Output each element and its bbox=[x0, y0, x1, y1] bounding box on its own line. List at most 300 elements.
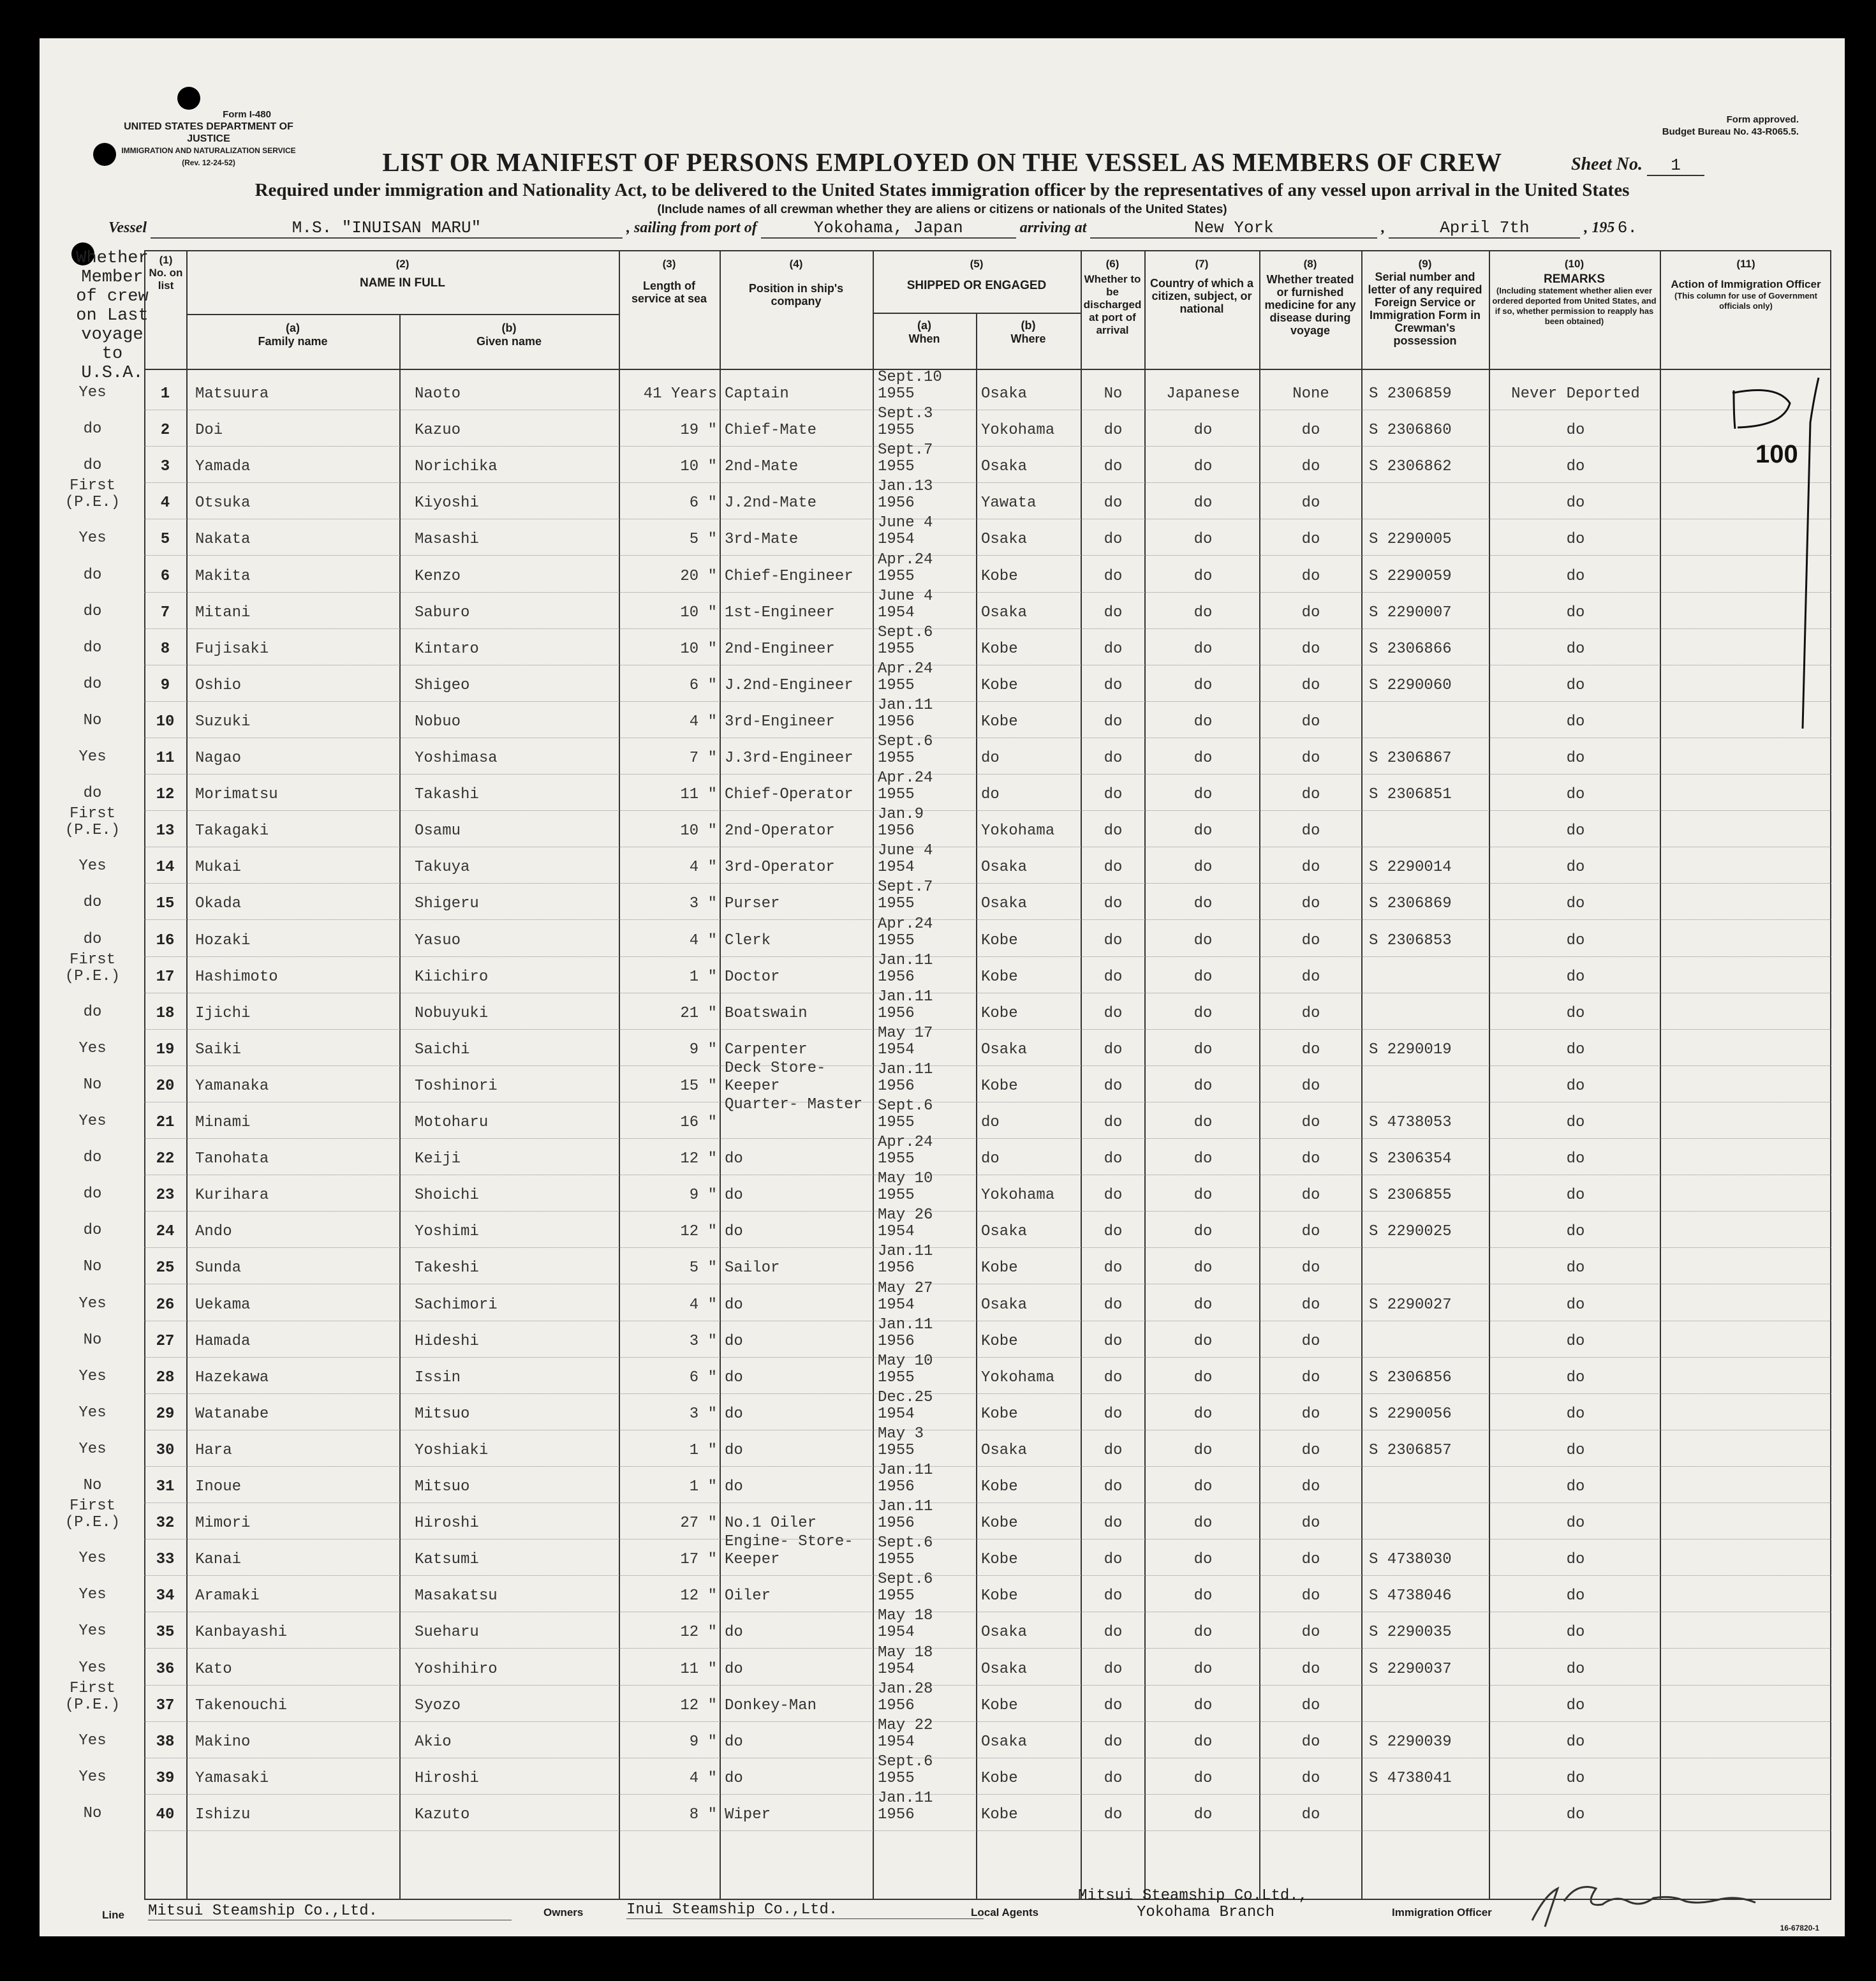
given-name: Yoshiaki bbox=[415, 1441, 489, 1459]
medicine: do bbox=[1301, 1806, 1320, 1823]
table-row bbox=[83, 1316, 1831, 1358]
family-name: Kanai bbox=[195, 1551, 242, 1569]
shipped-date: Jan.11 bbox=[878, 1789, 933, 1807]
serial-number: S 2290027 bbox=[1369, 1296, 1452, 1314]
medicine: do bbox=[1301, 895, 1320, 913]
given-name: Kiyoshi bbox=[415, 494, 479, 512]
family-name: Tanohata bbox=[195, 1150, 269, 1168]
shipped-year: 1955 bbox=[878, 931, 915, 949]
shipped-where: Kobe bbox=[981, 713, 1018, 731]
col2a-header bbox=[186, 322, 399, 348]
shipped-date: Apr.24 bbox=[878, 1134, 933, 1152]
list-number: 31 bbox=[156, 1478, 175, 1495]
family-name: Mimori bbox=[195, 1515, 251, 1532]
vessel-name: M.S. "INUISAN MARU" bbox=[151, 218, 623, 239]
serial-number: S 2290035 bbox=[1369, 1624, 1452, 1642]
service-length: 12 " bbox=[680, 1150, 717, 1168]
service-length: 4 " bbox=[689, 1769, 717, 1787]
shipped-where: Kobe bbox=[981, 1769, 1018, 1787]
shipped-where: do bbox=[981, 750, 1000, 767]
country: do bbox=[1193, 931, 1213, 949]
shipped-where: Osaka bbox=[981, 859, 1028, 877]
punch-hole-1 bbox=[177, 87, 200, 110]
discharged: do bbox=[1104, 458, 1123, 476]
given-name: Shoichi bbox=[415, 1187, 479, 1205]
family-name: Nakata bbox=[195, 531, 251, 549]
table-row bbox=[78, 733, 1831, 775]
service-length: 10 " bbox=[680, 640, 717, 658]
last-voyage-status: do bbox=[83, 639, 102, 657]
col10-label: REMARKS bbox=[1543, 272, 1606, 286]
remarks: do bbox=[1566, 1696, 1585, 1714]
shipped-date: Jan.11 bbox=[878, 1462, 933, 1479]
shipped-date: Jan.11 bbox=[878, 1060, 933, 1078]
table-row bbox=[78, 1533, 1831, 1576]
print-code: 16-67820-1 bbox=[1780, 1924, 1819, 1933]
list-number: 7 bbox=[160, 604, 170, 621]
remarks: do bbox=[1566, 1369, 1585, 1386]
family-name: Kato bbox=[195, 1660, 232, 1678]
serial-number: S 2290039 bbox=[1369, 1733, 1452, 1751]
manifest-footer bbox=[40, 1887, 1845, 1927]
serial-number: S 2290059 bbox=[1369, 567, 1452, 585]
list-number: 28 bbox=[156, 1369, 175, 1386]
list-number: 32 bbox=[156, 1515, 175, 1532]
table-row bbox=[78, 1716, 1831, 1758]
col10-num: (10) bbox=[1564, 258, 1584, 270]
position: Donkey-Man bbox=[725, 1696, 817, 1714]
last-voyage-header: Whether Member of crew on Last voyage to U.S.A. bbox=[76, 249, 149, 383]
position: do bbox=[725, 1369, 743, 1386]
shipped-where: Kobe bbox=[981, 931, 1018, 949]
shipped-where: Kobe bbox=[981, 1551, 1018, 1569]
shipped-where: Kobe bbox=[981, 1259, 1018, 1277]
discharged: No bbox=[1104, 385, 1123, 403]
list-number: 37 bbox=[156, 1696, 175, 1714]
serial-number: S 2306860 bbox=[1369, 422, 1452, 440]
officer-label: Immigration Officer bbox=[1392, 1906, 1492, 1918]
given-name: Takeshi bbox=[415, 1259, 479, 1277]
medicine: do bbox=[1301, 1587, 1320, 1605]
shipped-year: 1955 bbox=[878, 895, 915, 913]
service-length: 3 " bbox=[689, 1332, 717, 1350]
last-voyage-status: Yes bbox=[78, 530, 107, 547]
last-voyage-status: No bbox=[83, 1804, 102, 1822]
medicine: do bbox=[1301, 859, 1320, 877]
medicine: do bbox=[1301, 1696, 1320, 1714]
remarks: do bbox=[1566, 458, 1585, 476]
table-row bbox=[78, 1643, 1831, 1686]
shipped-year: 1954 bbox=[878, 1296, 915, 1314]
last-voyage-status: First (P.E.) bbox=[64, 477, 121, 512]
discharged: do bbox=[1104, 1696, 1123, 1714]
shipped-where: Osaka bbox=[981, 385, 1028, 403]
discharged: do bbox=[1104, 1296, 1123, 1314]
list-number: 12 bbox=[156, 786, 175, 804]
family-name: Sunda bbox=[195, 1259, 242, 1277]
remarks: do bbox=[1566, 1223, 1585, 1241]
col8-num: (8) bbox=[1303, 258, 1317, 270]
family-name: Yamasaki bbox=[195, 1769, 269, 1787]
given-name: Kazuto bbox=[415, 1806, 470, 1823]
shipped-date: Jan.11 bbox=[878, 951, 933, 969]
shipped-date: Apr.24 bbox=[878, 660, 933, 678]
given-name: Sachimori bbox=[415, 1296, 498, 1314]
given-name: Naoto bbox=[415, 385, 461, 403]
position: do bbox=[725, 1296, 743, 1314]
line-label: Line bbox=[102, 1909, 124, 1921]
family-name: Matsuura bbox=[195, 385, 269, 403]
table-row bbox=[83, 660, 1831, 702]
country: do bbox=[1193, 968, 1213, 986]
family-name: Okada bbox=[195, 895, 242, 913]
table-row bbox=[78, 1753, 1831, 1795]
medicine: do bbox=[1301, 676, 1320, 694]
medicine: None bbox=[1292, 385, 1329, 403]
country: do bbox=[1193, 1004, 1213, 1022]
table-row bbox=[83, 769, 1831, 811]
position: do bbox=[725, 1733, 743, 1751]
list-number: 38 bbox=[156, 1733, 175, 1751]
shipped-year: 1954 bbox=[878, 1660, 915, 1678]
country: do bbox=[1193, 458, 1213, 476]
position: Deck Store-Keeper bbox=[725, 1059, 826, 1095]
serial-number: S 2306853 bbox=[1369, 931, 1452, 949]
given-name: Masashi bbox=[415, 531, 479, 549]
col1-header bbox=[147, 254, 185, 292]
medicine: do bbox=[1301, 604, 1320, 621]
medicine: do bbox=[1301, 1515, 1320, 1532]
medicine: do bbox=[1301, 458, 1320, 476]
col5-label: SHIPPED OR ENGAGED bbox=[906, 279, 1047, 292]
table-row bbox=[83, 587, 1831, 629]
shipped-year: 1956 bbox=[878, 1077, 915, 1095]
year-suffix: 6. bbox=[1617, 218, 1637, 237]
given-name: Mitsuo bbox=[415, 1405, 470, 1423]
last-voyage-status: do bbox=[83, 1185, 102, 1203]
table-row bbox=[83, 988, 1831, 1030]
shipped-year: 1956 bbox=[878, 1478, 915, 1495]
position: Doctor bbox=[725, 968, 780, 986]
country: do bbox=[1193, 895, 1213, 913]
service-length: 4 " bbox=[689, 859, 717, 877]
medicine: do bbox=[1301, 1624, 1320, 1642]
shipped-where: Osaka bbox=[981, 1624, 1028, 1642]
col9-header bbox=[1364, 258, 1486, 347]
last-voyage-status: Yes bbox=[78, 1039, 107, 1057]
discharged: do bbox=[1104, 713, 1123, 731]
shipped-year: 1956 bbox=[878, 1515, 915, 1532]
discharged: do bbox=[1104, 1733, 1123, 1751]
service-length: 41 Years bbox=[643, 385, 717, 403]
table-row bbox=[83, 441, 1831, 483]
given-name: Issin bbox=[415, 1369, 461, 1386]
discharged: do bbox=[1104, 1187, 1123, 1205]
position: do bbox=[725, 1769, 743, 1787]
shipped-year: 1956 bbox=[878, 1696, 915, 1714]
medicine: do bbox=[1301, 531, 1320, 549]
position: Purser bbox=[725, 895, 780, 913]
family-name: Yamada bbox=[195, 458, 251, 476]
given-name: Yoshihiro bbox=[415, 1660, 498, 1678]
owners-label: Owners bbox=[543, 1906, 584, 1918]
table-row bbox=[78, 842, 1831, 884]
given-name: Hiroshi bbox=[415, 1515, 479, 1532]
last-voyage-status: Yes bbox=[78, 1440, 107, 1458]
col7-label: Country of which a citizen, subject, or national bbox=[1150, 277, 1253, 315]
shipped-date: Sept.3 bbox=[878, 405, 933, 423]
shipped-where: Osaka bbox=[981, 1441, 1028, 1459]
last-voyage-status: No bbox=[83, 1477, 102, 1494]
list-number: 15 bbox=[156, 895, 175, 913]
country: do bbox=[1193, 640, 1213, 658]
service-length: 17 " bbox=[680, 1551, 717, 1569]
service-length: 16 " bbox=[680, 1114, 717, 1131]
medicine: do bbox=[1301, 1733, 1320, 1751]
country: do bbox=[1193, 1696, 1213, 1714]
discharged: do bbox=[1104, 1478, 1123, 1495]
service-length: 11 " bbox=[680, 786, 717, 804]
table-row bbox=[78, 1279, 1831, 1321]
table-row bbox=[78, 1388, 1831, 1430]
list-number: 24 bbox=[156, 1223, 175, 1241]
service-length: 12 " bbox=[680, 1696, 717, 1714]
shipped-year: 1955 bbox=[878, 1441, 915, 1459]
list-number: 25 bbox=[156, 1259, 175, 1277]
col3-label: Length of service at sea bbox=[631, 279, 707, 305]
position: do bbox=[725, 1660, 743, 1678]
serial-number: S 2290007 bbox=[1369, 604, 1452, 621]
family-name: Kurihara bbox=[195, 1187, 269, 1205]
shipped-year: 1955 bbox=[878, 1769, 915, 1787]
shipped-date: Sept.7 bbox=[878, 441, 933, 459]
service-name: IMMIGRATION AND NATURALIZATION SERVICE bbox=[121, 146, 296, 155]
shipped-year: 1956 bbox=[878, 1332, 915, 1350]
given-name: Kazuo bbox=[415, 422, 461, 440]
given-name: Kintaro bbox=[415, 640, 479, 658]
family-name: Otsuka bbox=[195, 494, 251, 512]
given-name: Motoharu bbox=[415, 1114, 489, 1131]
col8-header bbox=[1262, 258, 1359, 337]
shipped-where: do bbox=[981, 1150, 1000, 1168]
position: Boatswain bbox=[725, 1004, 808, 1022]
shipped-date: Apr.24 bbox=[878, 915, 933, 933]
discharged: do bbox=[1104, 1223, 1123, 1241]
list-number: 36 bbox=[156, 1660, 175, 1678]
arriving-port: New York bbox=[1090, 218, 1377, 239]
family-name: Ijichi bbox=[195, 1004, 251, 1022]
discharged: do bbox=[1104, 1624, 1123, 1642]
shipped-date: Jan.13 bbox=[878, 478, 933, 496]
remarks: do bbox=[1566, 1733, 1585, 1751]
given-name: Kiichiro bbox=[415, 968, 489, 986]
medicine: do bbox=[1301, 1405, 1320, 1423]
table-row bbox=[83, 405, 1831, 447]
given-name: Katsumi bbox=[415, 1551, 479, 1569]
col2a-label: Family name bbox=[258, 335, 328, 348]
table-row bbox=[83, 1134, 1831, 1175]
shipped-where: Kobe bbox=[981, 1806, 1018, 1823]
service-length: 1 " bbox=[689, 1441, 717, 1459]
shipped-year: 1955 bbox=[878, 385, 915, 403]
shipped-where: Kobe bbox=[981, 1696, 1018, 1714]
given-name: Nobuyuki bbox=[415, 1004, 489, 1022]
position: Chief-Engineer bbox=[725, 567, 853, 585]
vessel-label: Vessel bbox=[108, 219, 147, 236]
last-voyage-status: First (P.E.) bbox=[64, 805, 121, 840]
medicine: do bbox=[1301, 422, 1320, 440]
country: do bbox=[1193, 1441, 1213, 1459]
shipped-year: 1954 bbox=[878, 1223, 915, 1241]
given-name: Hiroshi bbox=[415, 1769, 479, 1787]
country: do bbox=[1193, 1187, 1213, 1205]
shipped-date: Sept.6 bbox=[878, 623, 933, 641]
shipped-year: 1956 bbox=[878, 968, 915, 986]
country: do bbox=[1193, 1769, 1213, 1787]
shipped-year: 1955 bbox=[878, 458, 915, 476]
discharged: do bbox=[1104, 968, 1123, 986]
discharged: do bbox=[1104, 750, 1123, 767]
medicine: do bbox=[1301, 1369, 1320, 1386]
last-voyage-status: do bbox=[83, 1149, 102, 1167]
country: do bbox=[1193, 1660, 1213, 1678]
col10-note: (Including statement whether alien ever ordered deported from United States, and if so, whether permission to reapply has been obtained) bbox=[1492, 286, 1657, 326]
table-row bbox=[83, 1170, 1831, 1212]
family-name: Makino bbox=[195, 1733, 251, 1751]
discharged: do bbox=[1104, 1441, 1123, 1459]
list-number: 16 bbox=[156, 931, 175, 949]
last-voyage-status: do bbox=[83, 457, 102, 475]
col6-num: (6) bbox=[1105, 258, 1119, 270]
department-name: UNITED STATES DEPARTMENT OF JUSTICE bbox=[124, 121, 293, 144]
arriving-label: arriving at bbox=[1019, 219, 1087, 236]
medicine: do bbox=[1301, 1332, 1320, 1350]
country: do bbox=[1193, 1551, 1213, 1569]
position: do bbox=[725, 1478, 743, 1495]
shipped-date: May 10 bbox=[878, 1170, 933, 1188]
discharged: do bbox=[1104, 676, 1123, 694]
list-number: 22 bbox=[156, 1150, 175, 1168]
family-name: Morimatsu bbox=[195, 786, 278, 804]
remarks: do bbox=[1566, 1405, 1585, 1423]
list-number: 11 bbox=[156, 750, 175, 767]
service-length: 4 " bbox=[689, 931, 717, 949]
position: Chief-Mate bbox=[725, 422, 817, 440]
position: 2nd-Engineer bbox=[725, 640, 835, 658]
shipped-date: May 10 bbox=[878, 1352, 933, 1370]
list-number: 10 bbox=[156, 713, 175, 731]
col5b-header bbox=[976, 319, 1081, 346]
shipped-date: Sept.7 bbox=[878, 879, 933, 896]
officer-mark-svg bbox=[1688, 371, 1835, 741]
medicine: do bbox=[1301, 640, 1320, 658]
shipped-where: Osaka bbox=[981, 1296, 1028, 1314]
last-voyage-status: do bbox=[83, 785, 102, 803]
col7-num: (7) bbox=[1195, 258, 1209, 270]
shipped-date: May 22 bbox=[878, 1716, 933, 1734]
shipped-where: Osaka bbox=[981, 1041, 1028, 1058]
shipped-where: Kobe bbox=[981, 1004, 1018, 1022]
service-length: 6 " bbox=[689, 494, 717, 512]
position: do bbox=[725, 1223, 743, 1241]
family-name: Uekama bbox=[195, 1296, 251, 1314]
discharged: do bbox=[1104, 1769, 1123, 1787]
country: do bbox=[1193, 859, 1213, 877]
col5a-num: (a) bbox=[917, 319, 931, 332]
serial-number: S 4738046 bbox=[1369, 1587, 1452, 1605]
family-name: Minami bbox=[195, 1114, 251, 1131]
position: J.2nd-Mate bbox=[725, 494, 817, 512]
serial-number: S 2306857 bbox=[1369, 1441, 1452, 1459]
shipped-where: Kobe bbox=[981, 1405, 1018, 1423]
serial-number: S 2306354 bbox=[1369, 1150, 1452, 1168]
discharged: do bbox=[1104, 640, 1123, 658]
given-name: Yoshimi bbox=[415, 1223, 479, 1241]
country: do bbox=[1193, 531, 1213, 549]
shipped-where: do bbox=[981, 1114, 1000, 1131]
position: 3rd-Engineer bbox=[725, 713, 835, 731]
include-note: (Include names of all crewman whether they are aliens or citizens or nationals of the United States) bbox=[657, 203, 1227, 216]
shipped-where: Yokohama bbox=[981, 1187, 1055, 1205]
shipped-date: Sept.6 bbox=[878, 1753, 933, 1770]
country: do bbox=[1193, 750, 1213, 767]
position: Chief-Operator bbox=[725, 786, 853, 804]
remarks: do bbox=[1566, 713, 1585, 731]
shipped-where: Yokohama bbox=[981, 1369, 1055, 1386]
list-number: 17 bbox=[156, 968, 175, 986]
family-name: Hara bbox=[195, 1441, 232, 1459]
country: do bbox=[1193, 1733, 1213, 1751]
medicine: do bbox=[1301, 1150, 1320, 1168]
list-number: 2 bbox=[160, 422, 170, 440]
shipped-where: Kobe bbox=[981, 640, 1018, 658]
given-name: Akio bbox=[415, 1733, 452, 1751]
family-name: Mitani bbox=[195, 604, 251, 621]
shipped-date: May 27 bbox=[878, 1279, 933, 1297]
shipped-date: Jan.11 bbox=[878, 696, 933, 714]
service-length: 12 " bbox=[680, 1624, 717, 1642]
service-length: 12 " bbox=[680, 1587, 717, 1605]
remarks: do bbox=[1566, 1332, 1585, 1350]
serial-number: S 2306862 bbox=[1369, 458, 1452, 476]
remarks: do bbox=[1566, 1515, 1585, 1532]
shipped-year: 1954 bbox=[878, 604, 915, 621]
shipped-date: Jan.11 bbox=[878, 1316, 933, 1333]
shipped-date: Sept.6 bbox=[878, 1571, 933, 1589]
service-length: 9 " bbox=[689, 1733, 717, 1751]
shipped-where: Kobe bbox=[981, 1077, 1018, 1095]
shipped-year: 1954 bbox=[878, 531, 915, 549]
shipped-date: Sept.6 bbox=[878, 1097, 933, 1115]
table-row bbox=[83, 623, 1831, 665]
name-divider bbox=[186, 314, 619, 315]
shipped-date: May 26 bbox=[878, 1206, 933, 1224]
country: do bbox=[1193, 1223, 1213, 1241]
remarks: do bbox=[1566, 1478, 1585, 1495]
service-length: 8 " bbox=[689, 1806, 717, 1823]
position: do bbox=[725, 1150, 743, 1168]
position: No.1 Oiler bbox=[725, 1515, 817, 1532]
col2-label: NAME IN FULL bbox=[359, 276, 446, 290]
last-voyage-status: Yes bbox=[78, 1404, 107, 1421]
remarks: do bbox=[1566, 822, 1585, 840]
page-subtitle: Required under immigration and Nationality Act, to be delivered to the United States immigration officer by the representatives of any vessel upon arrival in the United States bbox=[255, 180, 1630, 200]
form-approval bbox=[1662, 114, 1799, 138]
last-voyage-status: do bbox=[83, 675, 102, 693]
medicine: do bbox=[1301, 1660, 1320, 1678]
serial-number: S 4738041 bbox=[1369, 1769, 1452, 1787]
shipped-year: 1955 bbox=[878, 640, 915, 658]
